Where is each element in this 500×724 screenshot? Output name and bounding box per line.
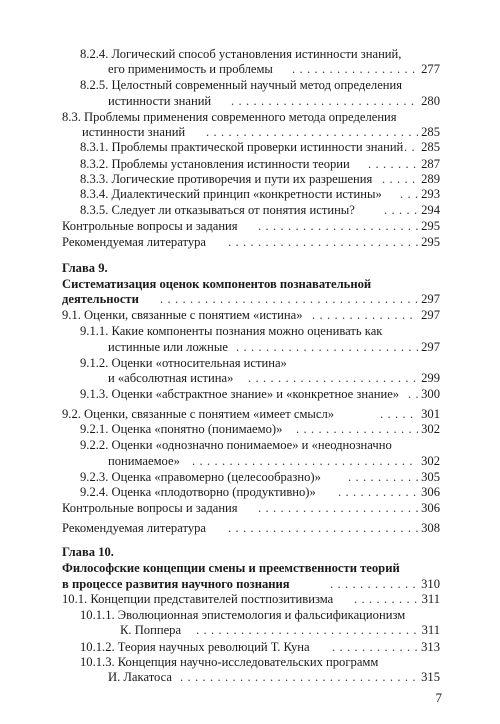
toc-entry-title: 8.3.5. Следует ли отказываться от понятия истины? xyxy=(80,203,355,218)
toc-page-number: 306 xyxy=(421,485,440,500)
toc-entry-title: Контрольные вопросы и задания xyxy=(62,218,238,233)
toc-entry-title: 9.2.3. Оценка «правомерно (целесообразно)» xyxy=(80,469,321,484)
toc-page-number: 301 xyxy=(421,407,440,421)
toc-entry-title: Рекомендуемая литература xyxy=(62,521,207,535)
toc-entry-title: 8.2.5. Целостный современный научный метод определения xyxy=(80,78,403,93)
toc-page-number: 295 xyxy=(421,234,440,249)
toc-entry-title: и «абсолютная истина» xyxy=(108,371,234,386)
dot-leader xyxy=(228,519,418,537)
toc-entry-title: 10.1.1. Эволюционная эпистемология и фальсификационизм xyxy=(80,608,406,623)
toc-entry-title: понимаемое» xyxy=(108,453,180,468)
toc-entry-title: Рекомендуемая литература xyxy=(62,234,207,249)
toc-entry-title: истинности знаний xyxy=(82,125,186,140)
chapter-title: Философские концепции смены и преемственности теорий xyxy=(62,560,400,575)
chapter-label: Глава 10. xyxy=(62,545,114,560)
dot-leader xyxy=(180,668,418,686)
toc-entry-title: К. Поппера xyxy=(120,623,182,638)
toc-page-number: 300 xyxy=(421,387,440,402)
toc-entry-title: истинности знаний xyxy=(108,93,212,108)
toc-page-number: 311 xyxy=(421,623,440,638)
toc-page-number: 297 xyxy=(421,339,440,354)
toc-entry-title: истинные или ложные xyxy=(108,339,228,354)
dot-leader xyxy=(408,385,418,403)
toc-entry-title: 9.1. Оценки, связанные с понятием «истина» xyxy=(62,308,303,323)
toc-page-number: 285 xyxy=(421,125,440,140)
toc-entry-title: 9.1.2. Оценки «относительная истина» xyxy=(80,355,287,370)
toc-entry-title: 8.3.2. Проблемы установления истинности теории xyxy=(80,156,350,171)
toc-entry xyxy=(0,385,500,403)
toc-entry-title: 8.3.3. Логические противоречия и пути их разрешения xyxy=(80,171,373,186)
chapter-title: деятельности . . . 297 xyxy=(0,290,500,308)
toc-page-number: 280 xyxy=(421,93,440,108)
toc-entry-title: 8.2.4. Логический способ установления истинности знаний, xyxy=(80,47,402,61)
toc-page-number: 297 xyxy=(421,292,440,307)
toc-entry-title: 9.2.2. Оценки «однозначно понимаемое» и «неоднозначно xyxy=(80,438,392,453)
toc-page-number: 315 xyxy=(421,670,440,684)
toc-page-number: 306 xyxy=(421,501,440,516)
chapter-title: Систематизация оценок компонентов познавательной xyxy=(62,276,372,291)
toc-entry-title: 10.1. Концепции представителей постпозитивизма xyxy=(62,591,334,606)
toc-entry-title: 10.1.3. Концепция научно-исследовательских программ xyxy=(80,654,379,669)
chapter-title: в процессе развития научного познания . . . 310 xyxy=(0,575,500,593)
toc-entry-title: Контрольные вопросы и задания xyxy=(62,501,238,516)
toc-entry xyxy=(0,233,500,251)
toc-page-number: 311 xyxy=(421,591,440,606)
toc-entry xyxy=(0,519,500,537)
toc-entry xyxy=(0,499,500,517)
toc-entry-title: 9.2. Оценки, связанные с понятием «имеет смысл» xyxy=(62,407,335,421)
toc-entry-title: его применимость и проблемы xyxy=(108,62,273,77)
chapter-label: Глава 9. xyxy=(62,260,108,275)
toc-page-number: 289 xyxy=(421,171,440,186)
toc-page-number: 310 xyxy=(421,576,440,591)
toc-entry-title: 9.1.3. Оценки «абстрактное знание» и «конкретное знание» xyxy=(80,387,400,402)
toc-entry-title: И. Лакатоса xyxy=(108,670,172,684)
toc-entry-title: 8.3. Проблемы применения современного метода определения xyxy=(62,109,397,124)
toc-page-number: 313 xyxy=(421,639,440,654)
toc-entry xyxy=(0,668,500,686)
page-number: 7 xyxy=(435,690,442,705)
toc-page-number: 287 xyxy=(421,156,440,171)
toc-page-number: 302 xyxy=(421,453,440,468)
dot-leader xyxy=(228,233,418,251)
toc-page-number: 277 xyxy=(421,62,440,77)
toc-page-number: 293 xyxy=(421,187,440,201)
toc-page-number: 299 xyxy=(421,371,440,386)
toc-page-number: 308 xyxy=(421,521,440,535)
toc-page-number: 305 xyxy=(421,469,440,484)
toc-page-number: 285 xyxy=(421,140,440,155)
dot-leader xyxy=(258,499,418,517)
toc-entry-title: 9.2.4. Оценка «плодотворно (продуктивно)» xyxy=(80,485,316,500)
toc-entry-title: 8.3.4. Диалектический принцип «конкретности истины» xyxy=(80,187,382,201)
toc-page-number: 302 xyxy=(421,422,440,437)
toc-entry-title: 10.1.2. Теория научных революций Т. Куна xyxy=(80,639,310,654)
toc-entry-title: 8.3.1. Проблемы практической проверки истинности знаний xyxy=(80,140,404,155)
toc-page-number: 294 xyxy=(421,203,440,218)
toc-entry-title: 9.1.1. Какие компоненты познания можно оценивать как xyxy=(80,324,383,339)
toc-page-number: 297 xyxy=(421,308,440,323)
toc-page-number: 295 xyxy=(421,218,440,233)
toc-entry-title: 9.2.1. Оценка «понятно (понимаемо)» xyxy=(80,422,283,437)
